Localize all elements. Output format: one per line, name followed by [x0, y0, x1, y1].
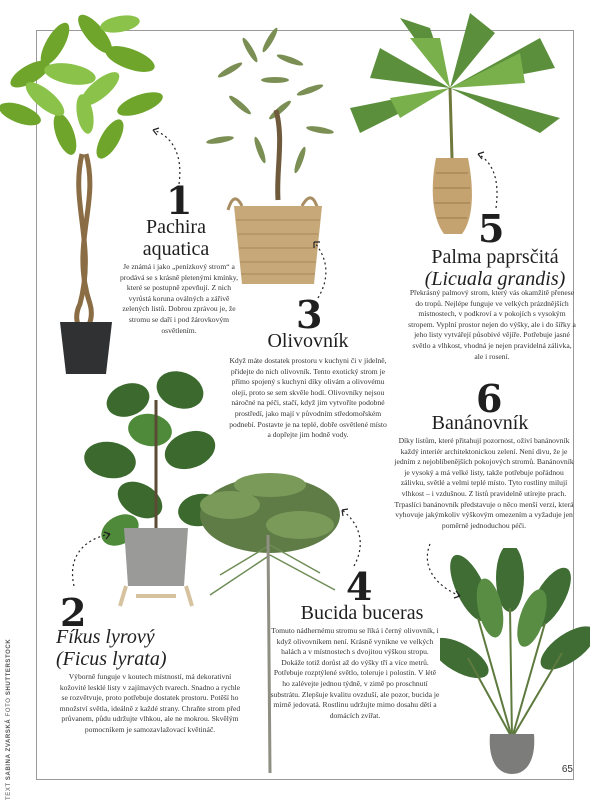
palm-image [340, 8, 570, 240]
plant-3-number: 3 [296, 292, 323, 337]
plant-1-name-line2: aquatica [142, 238, 210, 260]
plant-4-title: Bucida buceras [300, 602, 424, 624]
arrow-to-palm [474, 148, 514, 210]
plant-1-title [128, 216, 224, 260]
arrow-to-banana [416, 540, 466, 600]
arrow-to-pachira [145, 126, 185, 186]
plant-6-description: Díky listům, které přitahují pozornost, oživí banánovník každý interiér architektonickou zelení. Není divu, že je jedním z nejoblíbenějších pokojových stromů. Banánovník je vysoký a má velké listy, takže potřebuje pořádnou zálivku, světlé a velmi teplé místo. Tyto rostliny milují vlhkost – i vzdušnou. Z listů pravidelně utírejte prach. Trpaslíci banánovník představuje o něco menší verzi, která vyhovuje jakýmkoliv výškovým omezením a vyžaduje jen poměrně jednoduchou péči. [394, 436, 574, 530]
plant-1-number: 1 [166, 178, 193, 223]
credit-photo-label: FOTO [6, 697, 12, 717]
plant-2-title [56, 626, 186, 670]
plant-3-title: Olivovník [267, 330, 349, 352]
plant-2-name: Fíkus lyrový [56, 626, 155, 648]
photo-credit [6, 639, 12, 800]
plant-1-description: Je známá i jako „penízkový strom“ a prodává se s krásně pletenými kmínky, které se postupně zpevňují. Z nich vyrůstá koruna oválných a zářivě zelených listů. Dobrou zprávou je, že stromu se daří i pod žárovkovým osvětlením. [119, 262, 239, 335]
credit-text-author: SABINA ZVARSKÁ [6, 718, 12, 781]
plant-4-number: 4 [346, 564, 373, 609]
plant-2-latin-name: (Ficus lyrata) [56, 648, 167, 670]
arrow-to-olive [300, 238, 340, 300]
plant-5-description: Překrásný palmový strom, který vás okamžitě přenese do tropů. Nejlépe funguje ve velkých prázdnějších místnostech, v podkroví a v pokojích s vysokým stropem. Vyplní prostor nejen do výšky, ale i do šířky a jeho listy vytvářejí působivé vějíře. Potřebuje jasné světlo a vlhkost, vhodná je nejen pravidelná zálivka, ale i rosení. [408, 288, 576, 361]
page-number: 65 [561, 764, 573, 775]
plant-5-number: 5 [478, 206, 505, 251]
credit-text-label: TEXT [6, 782, 12, 800]
plant-5-latin-name: (Licuala grandis) [424, 268, 566, 290]
credit-photo-source: SHUTTERSTOCK [6, 638, 12, 696]
arrow-to-bucida [334, 504, 374, 568]
arrow-to-ficus [66, 530, 116, 588]
plant-6-number: 6 [476, 376, 503, 421]
plant-6-title: Banánovník [431, 412, 529, 434]
plant-3-description: Když máte dostatek prostoru v kuchyni či v jídelně, přidejte do nich olivovník. Tento exotický strom je přímo spojený s kuchyní díky olivám a olivovému oleji, proto se sem skvěle hodí. Olivovníky nejsou náročné na péči, stačí, když jim vytvoříte podobné prostředí, jako mají v původním středomořském podnebí. Postavte je na teplé, dobře osvětlené místo a dopřejte jim hodně vody. [229, 356, 387, 440]
plant-2-description: Výborně funguje v koutech místností, má dekorativní kožovité lesklé listy v zajímavých tvarech. Snadno a rychle se rozvětvuje, proto potřebuje dostatek prostoru. Potěší ho množství světla, ideálně z každé strany. Chraňte strom před průvanem, půdu udržujte vlhkou, ale ne mokrou. Skvělým pomocníkem je samozavlažovací květináč. [59, 672, 241, 734]
plant-5-title [410, 246, 580, 290]
plant-4-description: Tomuto nádhernému stromu se říká i černý olivovník, i když olivovníkem není. Krásně vynikne ve velkých halách a v místnostech s dvojitou výškou stropu. Dokáže totiž dorůst až do výšky tří a více metrů. Potřebuje rozptýlené světlo, toleruje i polostín. V létě ho zalévejte jednou týdně, v zimě po proschnutí substrátu. Zlepšuje kvalitu ovzduší, ale pozor, bucida je mírně jedovatá. Rostlinu udržujte mimo dosahu dětí a domácích zvířat. [270, 626, 440, 720]
plant-2-number: 2 [60, 590, 87, 635]
plant-5-name: Palma paprsčitá [431, 246, 559, 268]
plant-1-name: Pachira [146, 216, 206, 238]
